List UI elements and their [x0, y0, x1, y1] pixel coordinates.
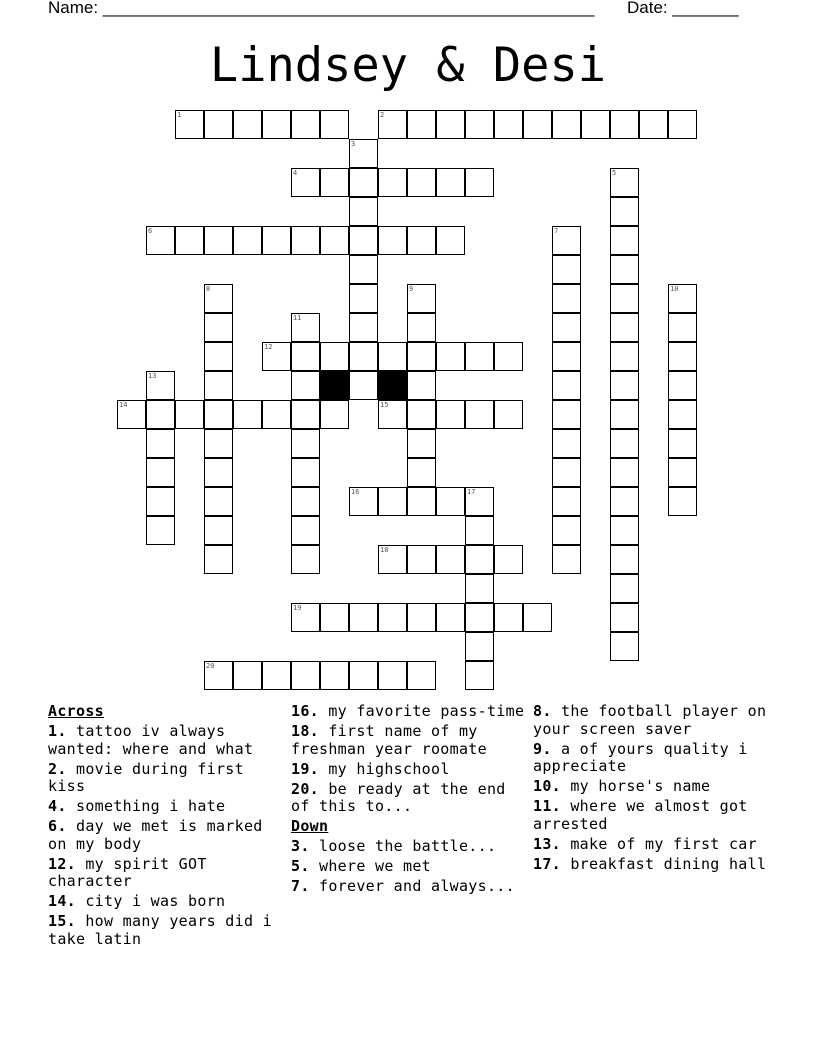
clue-across-12: 12. my spirit GOT character	[48, 854, 207, 890]
grid-cell[interactable]	[204, 661, 233, 690]
grid-cell[interactable]	[349, 342, 378, 371]
clues-column-2	[291, 703, 526, 898]
grid-cell[interactable]	[233, 226, 262, 255]
cell-number: 7	[554, 227, 559, 235]
grid-cell[interactable]	[407, 458, 436, 487]
grid-cell[interactable]	[349, 255, 378, 284]
clue-down-10: 10. my horse's name	[533, 777, 711, 795]
grid-cell[interactable]	[233, 661, 262, 690]
grid-cell[interactable]	[204, 342, 233, 371]
grid-cell[interactable]	[610, 342, 639, 371]
grid-cell[interactable]	[204, 516, 233, 545]
grid-cell[interactable]	[407, 661, 436, 690]
grid-cell[interactable]	[291, 400, 320, 429]
grid-cell[interactable]	[436, 603, 465, 632]
grid-cell[interactable]	[204, 226, 233, 255]
grid-cell[interactable]	[610, 487, 639, 516]
grid-cell[interactable]	[552, 429, 581, 458]
grid-cell[interactable]	[436, 487, 465, 516]
grid-cell[interactable]	[552, 400, 581, 429]
grid-cell[interactable]	[407, 284, 436, 313]
grid-cell[interactable]	[233, 110, 262, 139]
grid-cell[interactable]	[349, 487, 378, 516]
clue-down-17: 17. breakfast dining hall	[533, 854, 767, 873]
grid-cell[interactable]	[291, 603, 320, 632]
grid-cell[interactable]	[349, 226, 378, 255]
grid-cell[interactable]	[204, 110, 233, 139]
down-heading: Down	[291, 817, 329, 835]
grid-cell[interactable]	[320, 342, 349, 371]
grid-cell[interactable]	[291, 516, 320, 545]
grid-cell[interactable]	[320, 168, 349, 197]
grid-cell[interactable]	[291, 110, 320, 139]
grid-cell[interactable]	[436, 400, 465, 429]
grid-cell[interactable]	[465, 661, 494, 690]
grid-cell[interactable]	[610, 226, 639, 255]
grid-cell[interactable]	[668, 371, 697, 400]
cell-number: 14	[119, 401, 128, 409]
cell-number: 18	[380, 546, 389, 554]
grid-cell[interactable]	[552, 545, 581, 574]
cell-number: 3	[351, 140, 356, 148]
grid-cell[interactable]	[407, 400, 436, 429]
grid-cell[interactable]	[320, 603, 349, 632]
grid-cell[interactable]	[610, 603, 639, 632]
cell-number: 5	[612, 169, 617, 177]
grid-cell[interactable]	[320, 226, 349, 255]
across-heading: Across	[48, 702, 104, 720]
grid-cell[interactable]	[262, 661, 291, 690]
grid-cell[interactable]	[175, 400, 204, 429]
grid-cell[interactable]	[349, 603, 378, 632]
grid-cell[interactable]	[349, 313, 378, 342]
grid-cell[interactable]	[320, 661, 349, 690]
grid-cell[interactable]	[349, 661, 378, 690]
grid-cell[interactable]	[610, 516, 639, 545]
grid-cell[interactable]	[552, 516, 581, 545]
grid-cell[interactable]	[378, 342, 407, 371]
grid-cell[interactable]	[610, 400, 639, 429]
grid-cell[interactable]	[494, 400, 523, 429]
grid-cell[interactable]	[407, 545, 436, 574]
grid-cell[interactable]	[610, 197, 639, 226]
grid-cell[interactable]	[378, 226, 407, 255]
clue-across-20: 20. be ready at the end of this to...	[291, 779, 506, 815]
clue-across-1: 1. tattoo iv always wanted: where and what	[48, 722, 254, 758]
clue-down-5: 5. where we met	[291, 857, 431, 875]
grid-cell[interactable]	[378, 400, 407, 429]
grid-cell[interactable]	[320, 400, 349, 429]
grid-cell[interactable]	[465, 632, 494, 661]
grid-cell[interactable]	[291, 429, 320, 458]
name-field-label: Name: ____________________________________________________	[48, 0, 595, 17]
grid-cell[interactable]	[262, 226, 291, 255]
grid-cell[interactable]	[378, 545, 407, 574]
grid-cell[interactable]	[668, 284, 697, 313]
grid-cell[interactable]	[291, 168, 320, 197]
grid-cell[interactable]	[465, 342, 494, 371]
grid-cell[interactable]	[436, 168, 465, 197]
grid-cell[interactable]	[204, 371, 233, 400]
grid-cell[interactable]	[407, 110, 436, 139]
grid-cell[interactable]	[291, 313, 320, 342]
grid-cell[interactable]	[436, 226, 465, 255]
grid-cell[interactable]	[204, 313, 233, 342]
grid-cell[interactable]	[465, 603, 494, 632]
cell-number: 1	[177, 111, 182, 119]
grid-cell[interactable]	[581, 110, 610, 139]
grid-cell[interactable]	[465, 574, 494, 603]
grid-cell[interactable]	[175, 226, 204, 255]
clue-across-18: 18. first name of my freshman year roomate	[291, 722, 487, 758]
cell-number: 19	[293, 604, 302, 612]
clue-across-16: 16. my favorite pass-time	[291, 702, 525, 720]
grid-cell[interactable]	[552, 255, 581, 284]
clue-down-3: 3. loose the battle...	[291, 837, 497, 855]
grid-cell[interactable]	[552, 371, 581, 400]
grid-cell[interactable]	[436, 110, 465, 139]
cell-number: 4	[293, 169, 298, 177]
grid-cell[interactable]	[407, 429, 436, 458]
clue-across-6: 6. day we met is marked on my body	[48, 817, 263, 853]
grid-cell[interactable]	[378, 603, 407, 632]
grid-cell[interactable]	[552, 458, 581, 487]
grid-cell[interactable]	[291, 661, 320, 690]
grid-cell[interactable]	[494, 342, 523, 371]
grid-cell[interactable]	[610, 632, 639, 661]
grid-cell[interactable]	[262, 342, 291, 371]
grid-cell[interactable]	[146, 429, 175, 458]
grid-cell[interactable]	[146, 516, 175, 545]
grid-cell[interactable]	[349, 139, 378, 168]
grid-cell[interactable]	[552, 226, 581, 255]
grid-cell[interactable]	[494, 110, 523, 139]
cell-number: 16	[351, 488, 360, 496]
grid-cell[interactable]	[407, 313, 436, 342]
grid-cell[interactable]	[407, 603, 436, 632]
grid-cell[interactable]	[146, 487, 175, 516]
grid-cell[interactable]	[610, 110, 639, 139]
grid-cell[interactable]	[610, 545, 639, 574]
grid-cell[interactable]	[668, 110, 697, 139]
grid-cell[interactable]	[204, 487, 233, 516]
grid-cell[interactable]	[552, 313, 581, 342]
grid-cell[interactable]	[175, 110, 204, 139]
cell-number: 12	[264, 343, 273, 351]
grid-cell[interactable]	[552, 487, 581, 516]
grid-cell[interactable]	[610, 429, 639, 458]
clue-across-2: 2. movie during first kiss	[48, 759, 244, 795]
grid-cell[interactable]	[465, 516, 494, 545]
grid-cell[interactable]	[291, 458, 320, 487]
cell-number: 6	[148, 227, 153, 235]
grid-cell[interactable]	[465, 545, 494, 574]
grid-cell[interactable]	[204, 458, 233, 487]
grid-cell[interactable]	[610, 284, 639, 313]
cell-number: 9	[409, 285, 414, 293]
clue-across-4: 4. something i hate	[48, 797, 226, 815]
grid-cell[interactable]	[668, 400, 697, 429]
grid-cell[interactable]	[320, 110, 349, 139]
grid-cell[interactable]	[204, 284, 233, 313]
grid-cell[interactable]	[610, 458, 639, 487]
grid-cell[interactable]	[291, 371, 320, 400]
grid-cell[interactable]	[610, 313, 639, 342]
grid-cell[interactable]	[291, 487, 320, 516]
grid-cell[interactable]	[407, 371, 436, 400]
cell-number: 15	[380, 401, 389, 409]
grid-cell[interactable]	[465, 487, 494, 516]
grid-cell[interactable]	[465, 110, 494, 139]
grid-cell[interactable]	[378, 110, 407, 139]
clues-column-3	[533, 703, 773, 876]
grid-cell[interactable]	[146, 226, 175, 255]
cell-number: 11	[293, 314, 302, 322]
grid-cell[interactable]	[378, 661, 407, 690]
grid-cell[interactable]	[291, 342, 320, 371]
grid-cell[interactable]	[668, 429, 697, 458]
grid-cell[interactable]	[610, 168, 639, 197]
grid-cell[interactable]	[639, 110, 668, 139]
grid-cell[interactable]	[204, 545, 233, 574]
grid-cell[interactable]	[262, 110, 291, 139]
grid-cell[interactable]	[523, 603, 552, 632]
grid-cell[interactable]	[494, 545, 523, 574]
puzzle-title: Lindsey & Desi	[209, 38, 607, 93]
grid-cell[interactable]	[117, 400, 146, 429]
grid-cell[interactable]	[349, 284, 378, 313]
grid-cell[interactable]	[233, 400, 262, 429]
grid-cell[interactable]	[407, 487, 436, 516]
clue-down-13: 13. make of my first car	[533, 834, 757, 853]
grid-cell[interactable]	[291, 226, 320, 255]
grid-cell[interactable]	[523, 110, 552, 139]
grid-cell[interactable]	[668, 313, 697, 342]
grid-cell[interactable]	[610, 574, 639, 603]
clue-down-11: 11. where we almost got arrested	[533, 797, 748, 833]
grid-cell[interactable]	[465, 400, 494, 429]
grid-cell[interactable]	[407, 342, 436, 371]
grid-cell[interactable]	[436, 342, 465, 371]
grid-cell[interactable]	[552, 110, 581, 139]
black-cell	[378, 371, 407, 400]
black-cell	[320, 371, 349, 400]
clue-across-15: 15. how many years did i take latin	[48, 912, 272, 948]
grid-cell[interactable]	[291, 545, 320, 574]
cell-number: 17	[467, 488, 476, 496]
grid-cell[interactable]	[436, 545, 465, 574]
grid-cell[interactable]	[465, 168, 494, 197]
grid-cell[interactable]	[204, 400, 233, 429]
cell-number: 8	[206, 285, 211, 293]
grid-cell[interactable]	[349, 168, 378, 197]
clues-column-1	[48, 703, 283, 951]
grid-cell[interactable]	[552, 284, 581, 313]
grid-cell[interactable]	[668, 342, 697, 371]
grid-cell[interactable]	[610, 255, 639, 284]
grid-cell[interactable]	[146, 400, 175, 429]
grid-cell[interactable]	[349, 197, 378, 226]
clue-across-19: 19. my highschool	[291, 759, 450, 778]
grid-cell[interactable]	[146, 371, 175, 400]
grid-cell[interactable]	[378, 487, 407, 516]
grid-cell[interactable]	[204, 429, 233, 458]
cell-number: 13	[148, 372, 157, 380]
grid-cell[interactable]	[146, 458, 175, 487]
date-field-label: Date: _______	[627, 0, 739, 17]
clue-down-9: 9. a of yours quality i appreciate	[533, 739, 748, 775]
grid-cell[interactable]	[668, 458, 697, 487]
clue-down-8: 8. the football player on your screen saver	[533, 702, 767, 738]
grid-cell[interactable]	[349, 371, 378, 400]
grid-cell[interactable]	[378, 168, 407, 197]
cell-number: 20	[206, 662, 215, 670]
grid-cell[interactable]	[610, 371, 639, 400]
grid-cell[interactable]	[552, 342, 581, 371]
grid-cell[interactable]	[407, 226, 436, 255]
grid-cell[interactable]	[407, 168, 436, 197]
cell-number: 2	[380, 111, 385, 119]
clue-across-14: 14. city i was born	[48, 892, 226, 910]
grid-cell[interactable]	[494, 603, 523, 632]
grid-cell[interactable]	[668, 487, 697, 516]
grid-cell[interactable]	[262, 400, 291, 429]
clue-down-7: 7. forever and always...	[291, 877, 515, 895]
cell-number: 10	[670, 285, 679, 293]
